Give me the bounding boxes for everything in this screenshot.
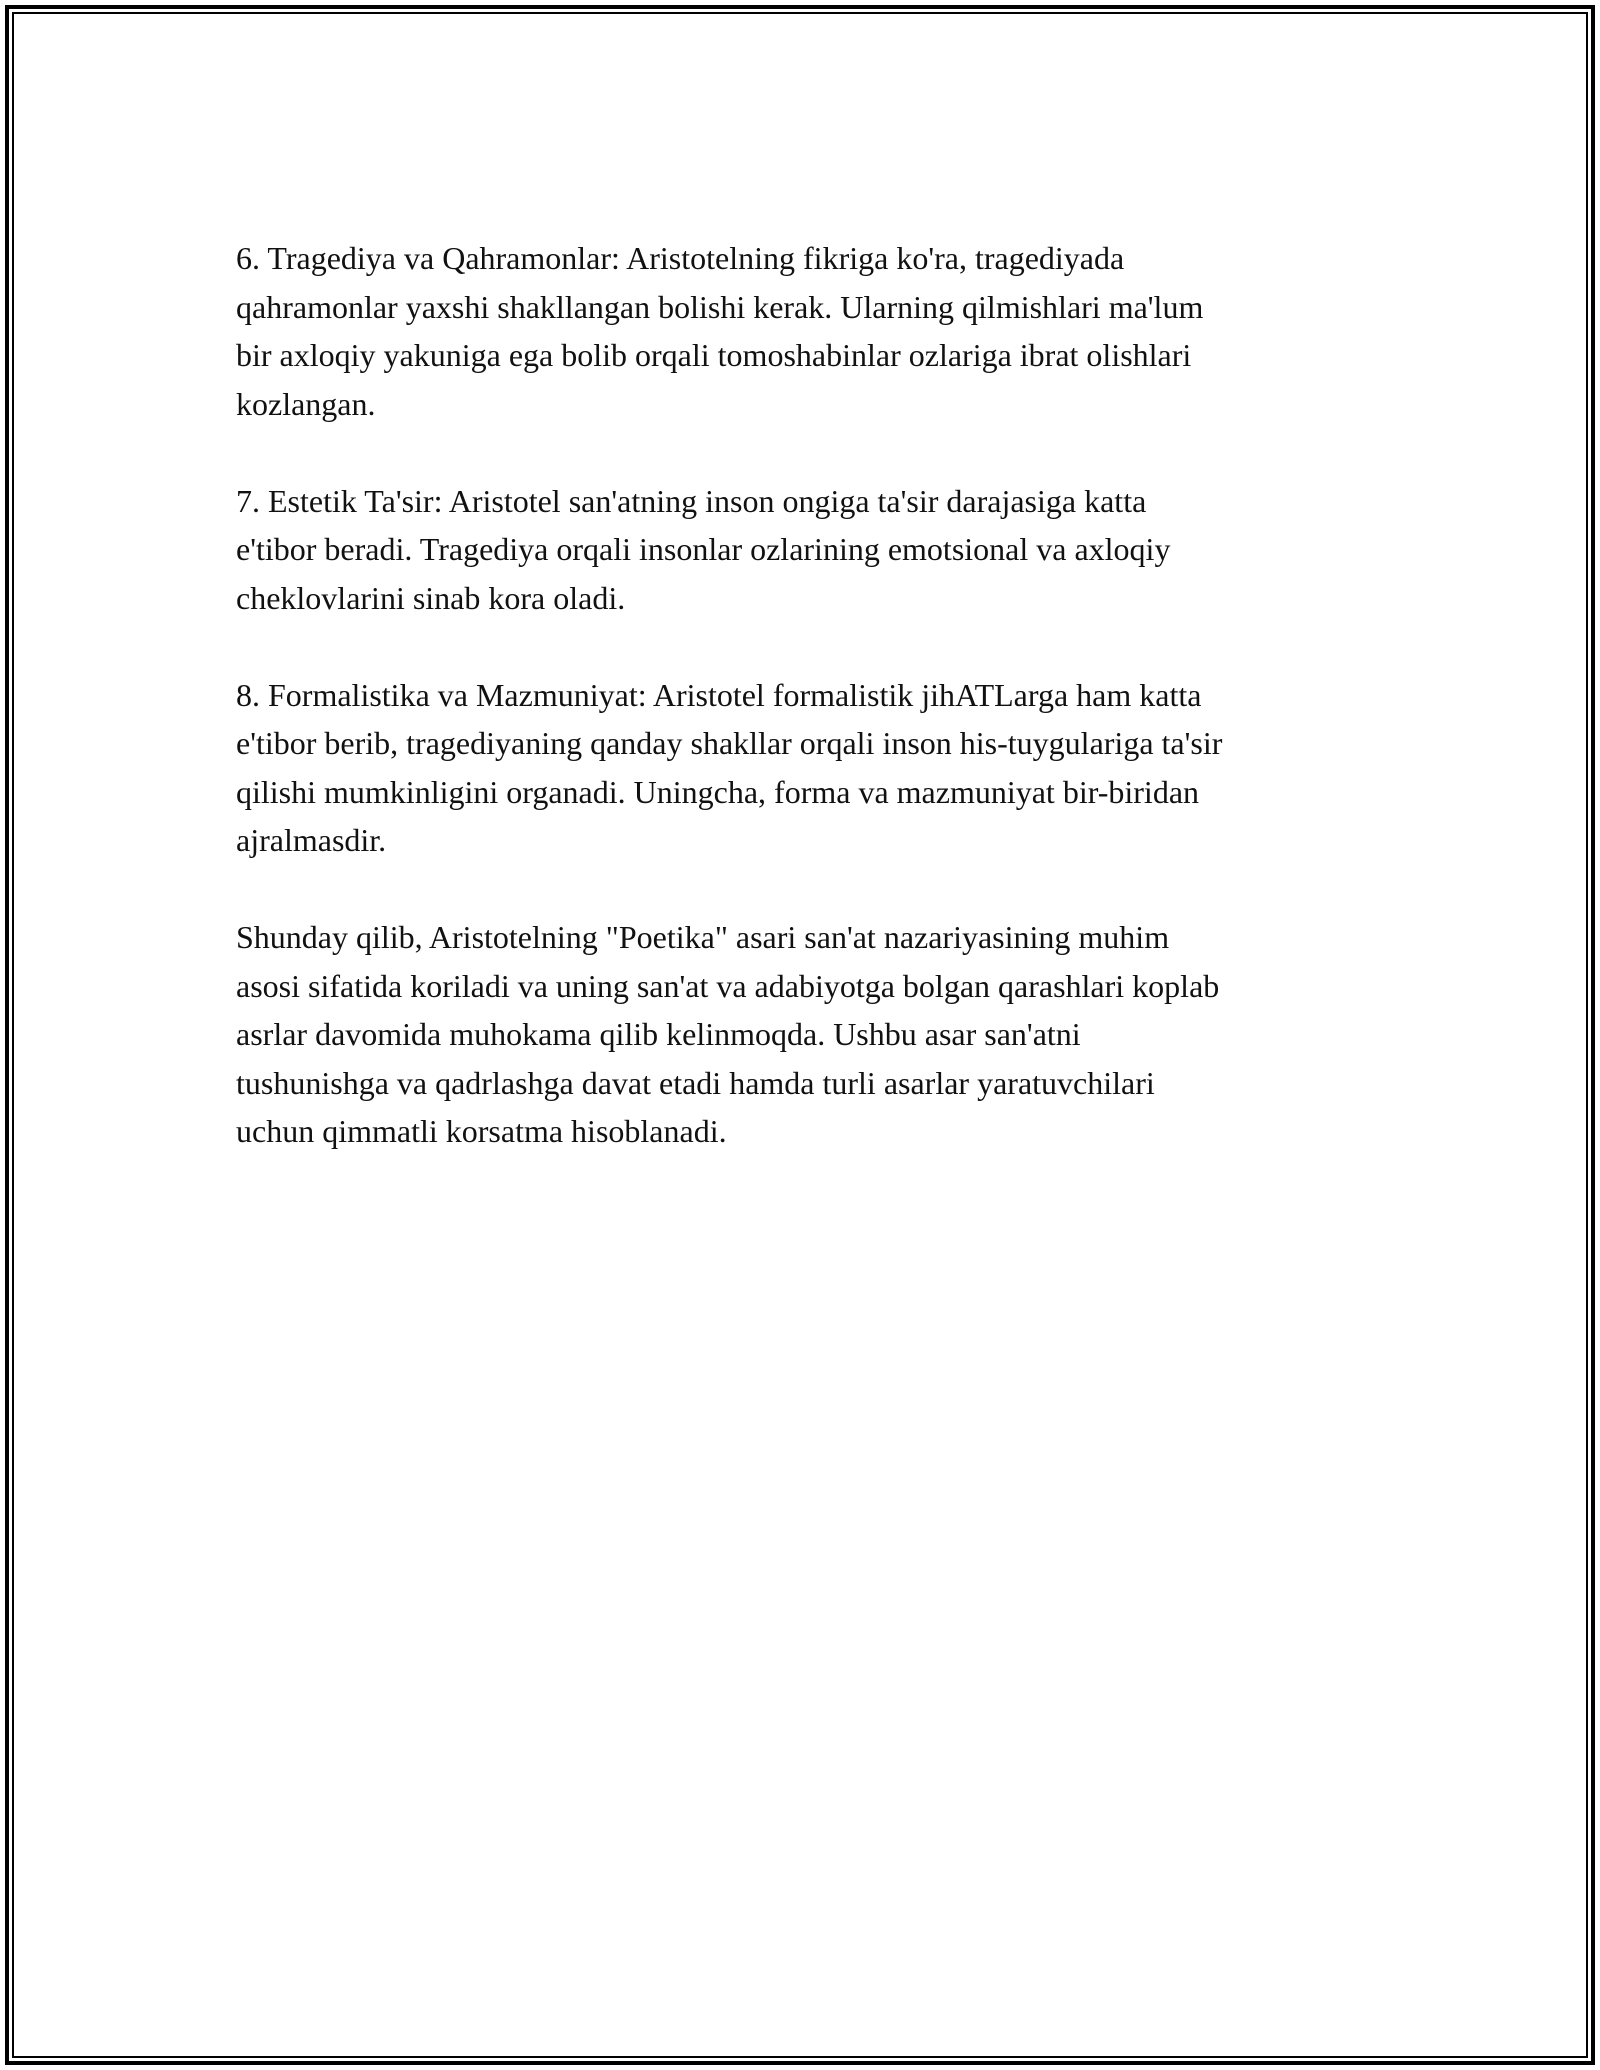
- text-line: 8. Formalistika va Mazmuniyat: Aristotel formalistik jihATLarga ham katta: [236, 676, 1202, 713]
- document-body: [236, 234, 1376, 1204]
- paragraph-form-content: [236, 671, 1376, 865]
- text-line: tushunishga va qadrlashga davat etadi hamda turli asarlar yaratuvchilari: [236, 1064, 1155, 1101]
- paragraph-tragedy-heroes: [236, 234, 1376, 428]
- paragraph-conclusion: [236, 913, 1376, 1156]
- text-line: Shunday qilib, Aristotelning "Poetika" asari san'at nazariyasining muhim: [236, 919, 1170, 955]
- text-line: cheklovlarini sinab kora oladi.: [236, 579, 626, 616]
- text-line: qahramonlar yaxshi shakllangan bolishi kerak. Ularning qilmishlari ma'lum: [236, 288, 1204, 325]
- text-line: qilishi mumkinligini organadi. Uningcha, forma va mazmuniyat bir-biridan: [236, 773, 1200, 810]
- text-line: e'tibor beradi. Tragediya orqali insonlar ozlarining emotsional va axloqiy: [236, 531, 1171, 567]
- text-line: 7. Estetik Ta'sir: Aristotel san'atning inson ongiga ta'sir darajasiga katta: [236, 482, 1147, 519]
- text-line: asosi sifatida koriladi va uning san'at va adabiyotga bolgan qarashlari koplab: [236, 967, 1220, 1004]
- text-line: asrlar davomida muhokama qilib kelinmoqda. Ushbu asar san'atni: [236, 1016, 1081, 1052]
- text-line: kozlangan.: [236, 385, 376, 422]
- paragraph-aesthetic-effect: [236, 477, 1376, 623]
- text-line: bir axloqiy yakuniga ega bolib orqali tomoshabinlar ozlariga ibrat olishlari: [236, 337, 1192, 373]
- text-line: uchun qimmatli korsatma hisoblanadi.: [236, 1113, 727, 1149]
- text-line: e'tibor berib, tragediyaning qanday shakllar orqali inson his-tuygulariga ta'sir: [236, 725, 1223, 761]
- text-line: 6. Tragediya va Qahramonlar: Aristotelning fikriga ko'ra, tragediyada: [236, 240, 1125, 276]
- text-line: ajralmasdir.: [236, 822, 387, 858]
